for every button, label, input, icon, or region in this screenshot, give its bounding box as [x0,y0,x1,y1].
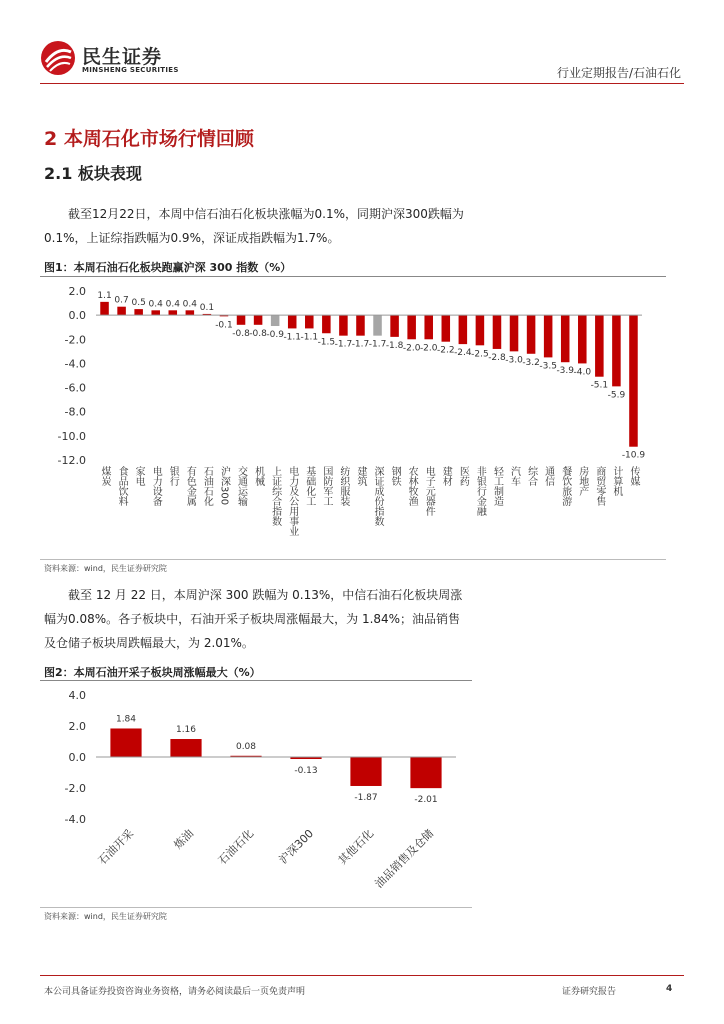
category-label: 石油石化 [215,826,257,868]
category-label: 通信 [542,466,554,486]
paragraph-2: 截至 12 月 22 日，本周沪深 300 跌幅为 0.13%，中信石油石化板块周涨幅为0.08%。各子板块中，石油开采子板块周涨幅最大，为 1.84%；油品销售及仓储子板块周跌幅最大，为 2.01%。 [44,588,463,650]
category-label: 油品销售及仓储 [372,826,437,891]
category-label: 轻工制造 [491,466,503,506]
data-label: -2.4 [454,348,472,359]
data-label: 0.4 [182,299,198,310]
chart-bar [237,315,246,325]
chart-bar [476,315,485,345]
figure1-top-rule [40,276,666,277]
data-label: -0.13 [294,766,318,777]
chart-bar [305,315,314,328]
chart-bar [544,315,553,357]
data-label: 0.5 [131,298,146,309]
chart-bar [442,315,451,342]
logo-name-en: MINSHENG SECURITIES [82,66,179,74]
category-label: 餐饮旅游 [559,466,571,506]
figure1-chart [40,280,666,558]
chart-bar [561,315,570,362]
category-label: 汽车 [508,466,520,486]
chart-bar [595,315,604,377]
category-label: 钢铁 [389,466,401,486]
y-tick-label: -4.0 [64,357,86,371]
category-label: 纺织服装 [337,466,349,506]
category-label: 商贸零售 [593,466,605,506]
chart-bar [410,757,441,788]
category-label: 电力设备 [150,466,162,506]
category-label: 家电 [133,466,145,486]
y-tick-label: -4.0 [64,813,86,826]
category-label: 银行 [167,466,179,486]
figure2-bottom-rule [40,907,472,908]
data-label: -1.87 [354,792,378,803]
category-label: 其他石化 [335,826,377,868]
data-label: -0.9 [266,330,284,341]
section-heading: 2 本周石化市场行情回顾 [44,128,254,150]
chart-bar [407,315,416,339]
figure2-source: 资料来源：wind，民生证券研究院 [44,912,167,921]
y-tick-label: -6.0 [64,381,86,395]
data-label: 0.4 [165,299,180,310]
category-label: 机械 [252,466,264,486]
chart-bar [350,757,381,786]
category-label: 基础化工 [303,466,315,506]
category-label: 房地产 [576,466,588,496]
category-label: 非银行金融 [474,466,486,516]
data-label: 0.7 [114,295,129,306]
footer-divider [40,975,684,976]
category-label: 石油开采 [95,826,137,868]
y-tick-label: -2.0 [64,333,86,347]
data-label: -1.8 [385,340,404,351]
figure1-title: 图1：本周石油石化板块跑赢沪深 300 指数（%） [44,261,292,274]
figure2-top-rule [40,680,472,681]
chart-bar [151,310,160,315]
data-label: -3.9 [556,366,574,377]
chart-bar [373,315,382,336]
data-label: -2.0 [402,343,421,354]
data-label: 0.4 [148,299,163,310]
y-tick-label: 0.0 [68,751,86,764]
data-label: 0.08 [235,741,257,752]
chart-bar [390,315,399,337]
y-tick-label: -8.0 [64,405,86,419]
y-tick-label: -2.0 [64,782,86,795]
data-label: -2.2 [437,345,455,356]
category-label: 沪深300 [276,826,317,867]
chart-bar [134,309,143,315]
y-tick-label: 4.0 [68,689,86,702]
y-tick-label: 0.0 [68,309,86,323]
category-label: 沪深300 [218,466,230,506]
figure2-chart [40,684,472,906]
chart-bar [493,315,502,349]
data-label: -5.9 [607,390,626,401]
chart-bar [612,315,621,386]
chart-bar [186,310,195,315]
category-label: 建筑 [354,466,366,486]
data-label: -1.7 [368,339,387,350]
category-label: 综合 [525,466,537,486]
figure1-source: 资料来源：wind，民生证券研究院 [44,564,167,573]
data-label: -2.8 [488,352,506,363]
data-label: -1.1 [300,332,319,343]
chart-bar [424,315,433,339]
category-label: 石油石化 [201,466,213,506]
chart-bar [356,315,365,336]
data-label: -4.0 [573,367,592,378]
figure1-bottom-rule [40,559,666,560]
data-label: -5.1 [590,380,609,391]
chart-bar [117,307,126,315]
page-number: 4 [666,984,673,994]
chart-bar [322,315,331,333]
data-label: -1.7 [351,339,370,350]
logo-name-cn: 民生证券 [82,46,163,68]
data-label: -3.5 [539,361,557,372]
data-label: -1.1 [283,332,301,343]
y-tick-label: -12.0 [57,454,86,467]
data-label: 1.84 [115,714,137,725]
chart-bar [527,315,536,354]
chart-bar [110,728,141,757]
chart-bar [339,315,348,336]
category-label: 上证综合指数 [269,466,281,526]
chart-bar [629,315,638,447]
chart-bar [170,739,201,757]
data-label: -2.0 [419,343,438,354]
data-label: -0.8 [232,328,250,339]
category-label: 农林牧渔 [406,466,418,506]
paragraph-1: 截至12月22日，本周中信石油石化板块涨幅为0.1%，同期沪深300跌幅为0.1%，上证综指跌幅为0.9%，深证成指跌幅为1.7%。 [44,207,464,245]
header-divider [40,83,684,84]
y-tick-label: -10.0 [57,429,86,443]
category-label: 传媒 [627,466,639,486]
data-label: 1.1 [97,290,112,301]
category-label: 国防军工 [320,466,332,506]
data-label: -0.1 [215,320,233,331]
section-subheading: 2.1 板块表现 [44,164,142,183]
category-label: 建材 [440,466,452,486]
chart-bar [578,315,587,363]
report-type: 行业定期报告/石油石化 [556,66,681,80]
category-label: 深证成份指数 [372,466,384,526]
category-label: 炼油 [171,826,197,852]
minsheng-logo-icon [40,40,76,76]
data-label: 1.16 [175,725,197,736]
footer-disclaimer: 本公司具备证券投资咨询业务资格，请务必阅读最后一页免责声明 [44,987,306,997]
data-label: -10.9 [621,450,646,461]
chart-bar [169,310,178,315]
category-label: 计算机 [610,466,622,496]
category-label: 交通运输 [235,466,247,506]
category-label: 电力及公用事业 [286,466,298,536]
chart-bar [510,315,519,351]
category-label: 煤炭 [99,466,111,486]
data-label: 0.1 [199,302,215,313]
data-label: -1.5 [317,337,336,348]
category-label: 食品饮料 [116,466,128,506]
category-label: 电子元器件 [423,466,435,516]
chart-bar [288,315,297,328]
chart-bar [100,302,109,315]
y-tick-label: 2.0 [68,285,86,298]
chart-bar [271,315,280,326]
chart-bar [254,315,263,325]
data-label: -1.7 [334,339,353,350]
data-label: -2.5 [471,349,489,360]
footer-report-label: 证券研究报告 [562,987,617,997]
data-label: -3.0 [505,355,523,366]
category-label: 有色金属 [184,466,196,506]
chart-bar [459,315,468,344]
data-label: -2.01 [414,795,438,806]
data-label: -3.2 [522,357,540,368]
data-label: -0.8 [249,328,267,339]
y-tick-label: 2.0 [68,720,86,733]
figure2-title: 图2：本周石油开采子板块周涨幅最大（%） [44,666,261,679]
category-label: 医药 [457,466,469,486]
